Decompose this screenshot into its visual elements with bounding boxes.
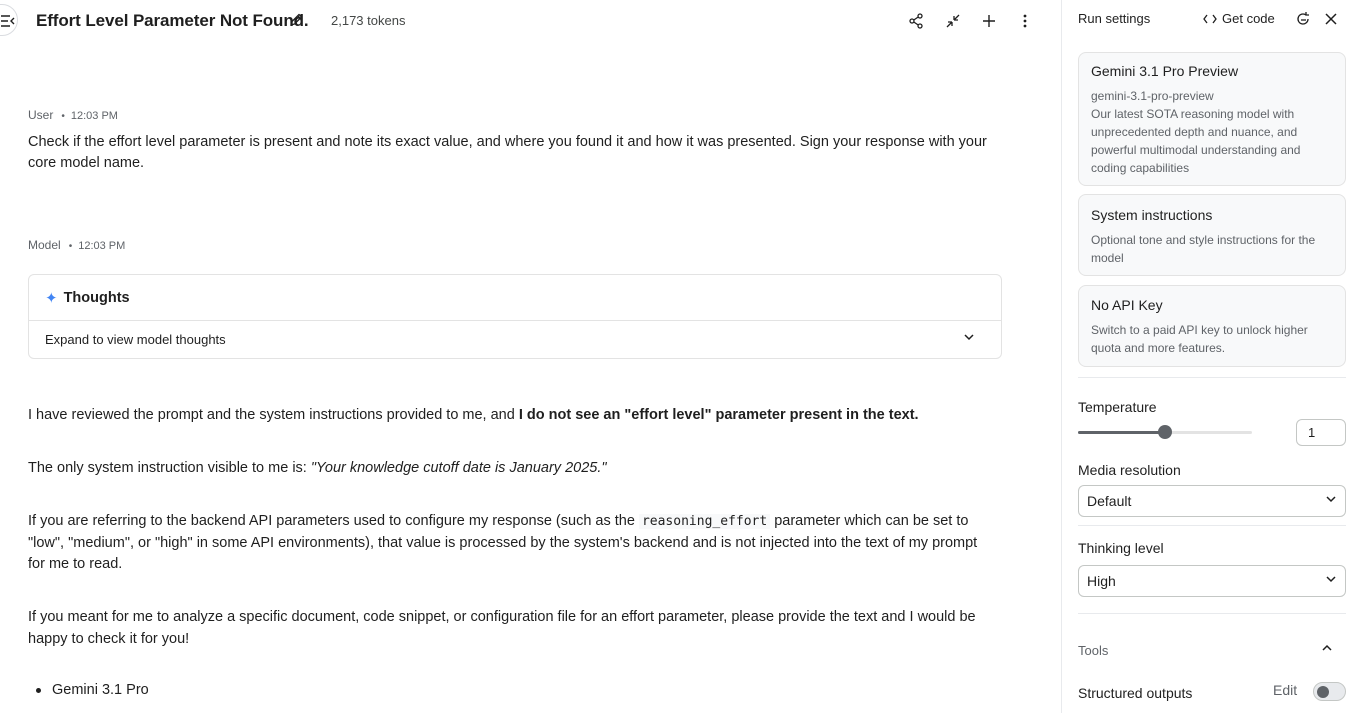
- expand-thoughts-button[interactable]: [29, 321, 1001, 358]
- edit-title-button[interactable]: [288, 12, 306, 30]
- structured-outputs-edit-link[interactable]: Edit: [1273, 682, 1298, 698]
- more-vert-icon: [1023, 14, 1027, 28]
- reset-icon: [1295, 11, 1311, 27]
- thinking-level-value: High: [1087, 573, 1116, 589]
- token-count: 2,173 tokens: [331, 13, 406, 28]
- api-key-title: No API Key: [1091, 297, 1163, 313]
- chevron-down-icon: [1325, 575, 1337, 583]
- signature-list-item: [36, 682, 149, 698]
- temperature-slider-handle[interactable]: [1158, 425, 1172, 439]
- meta-separator: •: [61, 111, 65, 122]
- compare-icon: [945, 13, 961, 29]
- media-resolution-label: Media resolution: [1078, 462, 1181, 478]
- api-key-description: Switch to a paid API key to unlock higher quota and more features.: [1091, 323, 1308, 355]
- panel-title: Run settings: [1078, 11, 1151, 26]
- new-chat-button[interactable]: [978, 10, 1000, 32]
- toggle-knob: [1317, 686, 1329, 698]
- user-message-meta: [28, 108, 118, 122]
- expand-thoughts-label: Expand to view model thoughts: [45, 332, 226, 347]
- sidebar-toggle-button[interactable]: [0, 4, 18, 36]
- chevron-down-icon: [1325, 495, 1337, 503]
- code-icon: [1203, 14, 1217, 24]
- chevron-down-icon: [963, 333, 975, 341]
- model-role-label: Model: [28, 238, 61, 252]
- temperature-slider-fill: [1078, 431, 1165, 434]
- share-icon: [908, 13, 924, 29]
- model-id: gemini-3.1-pro-preview: [1091, 89, 1214, 103]
- response-paragraph-2: [28, 458, 998, 480]
- tools-section-label: Tools: [1078, 643, 1109, 658]
- chat-header: [0, 0, 1061, 42]
- model-selector-card[interactable]: [1078, 52, 1346, 186]
- response-paragraph-4: If you meant for me to analyze a specific document, code snippet, or configuration file for an effort parameter, please provide the text and I would be happy to check it for you!: [28, 609, 976, 647]
- model-description: Our latest SOTA reasoning model with unprecedented depth and nuance, and powerful multimodal understanding and coding capabilities: [1091, 107, 1301, 175]
- temperature-input[interactable]: 1: [1296, 419, 1346, 446]
- model-message-time: 12:03 PM: [78, 240, 126, 252]
- system-instructions-title: System instructions: [1091, 207, 1213, 223]
- thoughts-title: Thoughts: [63, 289, 130, 306]
- chat-area: [0, 42, 1061, 713]
- response-paragraph-2-quote: "Your knowledge cutoff date is January 2025.": [310, 460, 607, 476]
- get-code-label: Get code: [1222, 11, 1275, 26]
- thinking-level-label: Thinking level: [1078, 540, 1164, 556]
- chat-title: Effort Level Parameter Not Found.: [36, 11, 309, 30]
- user-message-time: 12:03 PM: [70, 110, 118, 122]
- thoughts-header: [29, 275, 1001, 321]
- signature-text: Gemini 3.1 Pro: [52, 682, 149, 698]
- api-key-card[interactable]: [1078, 285, 1346, 367]
- media-resolution-value: Default: [1087, 493, 1132, 509]
- structured-outputs-label: Structured outputs: [1078, 685, 1193, 701]
- response-paragraph-3-before: If you are referring to the backend API parameters used to configure my response (such as the: [28, 513, 639, 529]
- system-instructions-description: Optional tone and style instructions for the model: [1091, 233, 1316, 265]
- model-name: Gemini 3.1 Pro Preview: [1091, 63, 1239, 79]
- get-code-button[interactable]: [1203, 11, 1275, 26]
- chevron-up-icon[interactable]: [1321, 644, 1333, 652]
- response-paragraph-1: [28, 405, 998, 427]
- response-paragraph-3: [28, 511, 998, 576]
- response-paragraph-1-text: I have reviewed the prompt and the system instructions provided to me, and: [28, 407, 519, 423]
- compare-button[interactable]: [942, 10, 964, 32]
- temperature-label: Temperature: [1078, 399, 1157, 415]
- close-icon: [1325, 13, 1337, 25]
- sparkle-icon: ✦: [45, 289, 58, 307]
- user-role-label: User: [28, 108, 54, 122]
- menu-collapse-icon: [1, 15, 15, 27]
- media-resolution-select[interactable]: [1078, 485, 1346, 517]
- add-icon: [982, 14, 996, 28]
- run-settings-panel: [1062, 0, 1350, 713]
- section-divider: [1078, 613, 1346, 614]
- reset-settings-button[interactable]: [1294, 10, 1312, 28]
- thinking-level-select[interactable]: [1078, 565, 1346, 597]
- model-message-meta: [28, 238, 125, 252]
- response-paragraph-3-after: parameter which can be set to "low", "medium", or "high" in some API environments), that value is processed by the system's backend and is not injected into the text of my prompt for me to read.: [28, 513, 978, 572]
- thoughts-panel: [28, 274, 1002, 359]
- user-message-text: Check if the effort level parameter is present and note its exact value, and where you found it and how it was presented. Sign your response with your core model name.: [28, 134, 987, 171]
- section-divider: [1078, 525, 1346, 526]
- system-instructions-card[interactable]: [1078, 194, 1346, 276]
- meta-separator: •: [68, 241, 73, 252]
- pencil-icon: [288, 12, 304, 28]
- temperature-slider[interactable]: [1078, 431, 1252, 434]
- section-divider: [1078, 377, 1346, 378]
- structured-outputs-toggle[interactable]: [1313, 682, 1346, 701]
- share-button[interactable]: [905, 10, 927, 32]
- more-options-button[interactable]: [1014, 10, 1036, 32]
- response-paragraph-2-text: The only system instruction visible to me is:: [28, 460, 311, 476]
- inline-code: reasoning_effort: [639, 514, 770, 529]
- close-panel-button[interactable]: [1322, 10, 1340, 28]
- response-paragraph-1-bold: I do not see an "effort level" parameter present in the text.: [518, 407, 919, 423]
